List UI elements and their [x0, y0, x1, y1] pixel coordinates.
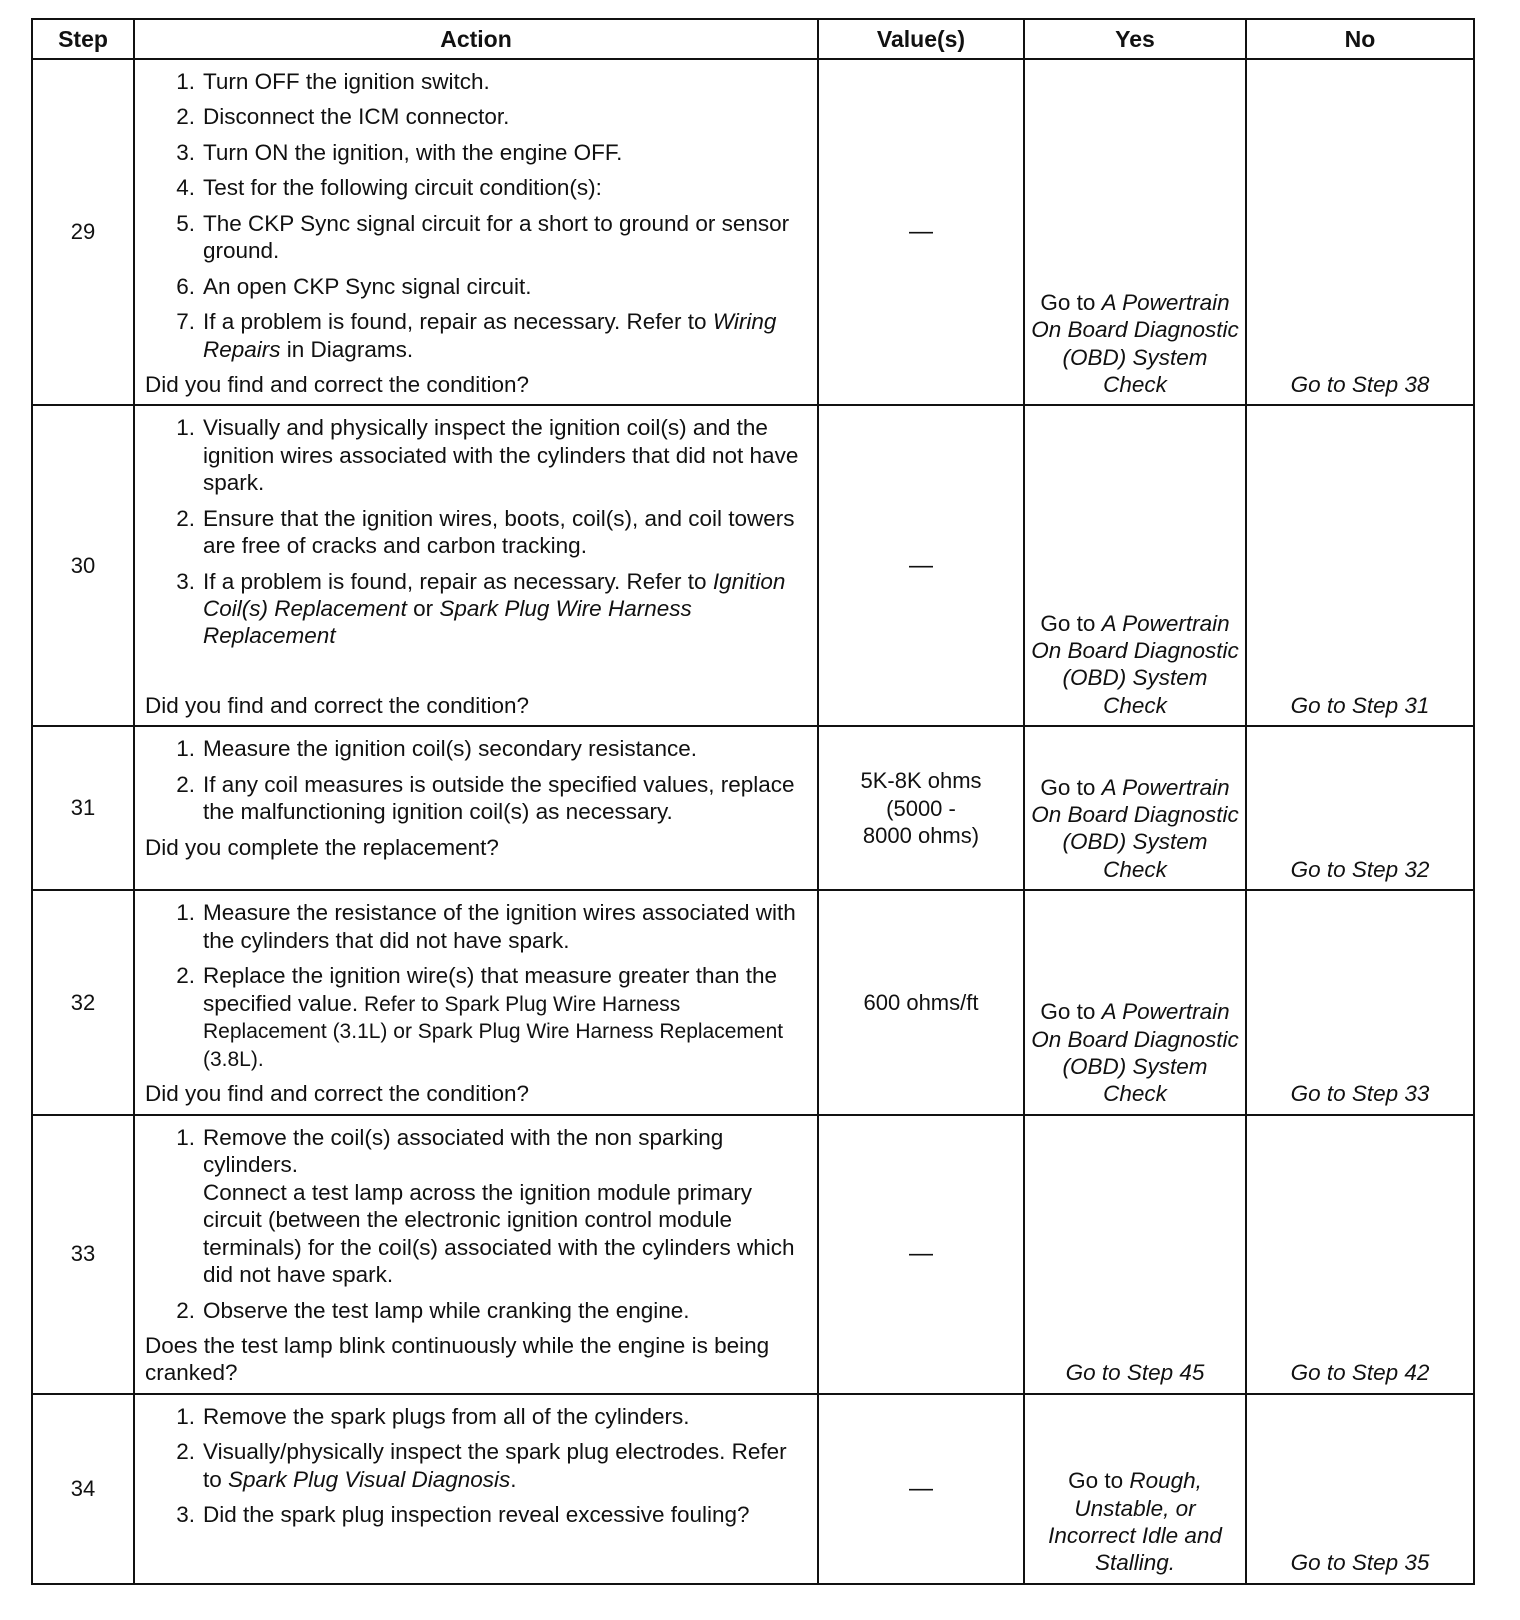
yes-link[interactable]: A Powertrain On Board Diagnostic (OBD) System Check	[1031, 774, 1239, 882]
action-step: 2 . Ensure that the ignition wires, boots, coil(s), and coil towers are free of cracks and carbon tracking.	[145, 505, 809, 560]
header-step: Step	[32, 19, 134, 59]
value-cell: —	[818, 405, 1024, 726]
header-row	[32, 19, 1474, 59]
question-text: Did you find and correct the condition?	[145, 692, 529, 718]
yes-cell: Go to A Powertrain On Board Diagnostic (OBD) System Check	[1024, 726, 1246, 890]
action-step: 2 . Visually/physically inspect the spark plug electrodes. Refer to Spark Plug Visual Diagnosis.	[145, 1438, 809, 1493]
step-number: 32	[32, 890, 134, 1115]
no-link[interactable]: Go to Step 31	[1290, 692, 1430, 718]
no-link[interactable]: Go to Step 35	[1290, 1550, 1430, 1576]
reference-link[interactable]: Ignition Coil(s) Replacement	[203, 568, 786, 621]
action-step: 2 . If any coil measures is outside the specified values, replace the malfunctioning ignition coil(s) as necessary.	[145, 771, 809, 826]
no-link[interactable]: Go to Step 33	[1290, 1081, 1430, 1107]
yes-cell: Go to A Powertrain On Board Diagnostic (OBD) System Check	[1024, 59, 1246, 405]
header-values: Value(s)	[818, 19, 1024, 59]
value-cell: —	[818, 1115, 1024, 1394]
action-step: 3 . Turn ON the ignition, with the engine OFF.	[145, 139, 809, 166]
yes-cell: Go to A Powertrain On Board Diagnostic (OBD) System Check	[1024, 405, 1246, 726]
no-cell	[1246, 726, 1474, 890]
reference-link[interactable]: Spark Plug Visual Diagnosis	[228, 1466, 511, 1492]
question-text: Did you find and correct the condition?	[145, 371, 529, 397]
no-link[interactable]: Go to Step 38	[1290, 371, 1430, 397]
action-step: 5 . The CKP Sync signal circuit for a short to ground or sensor ground.	[145, 210, 809, 265]
no-cell	[1246, 405, 1474, 726]
table-row	[32, 890, 1474, 1115]
yes-cell: Go to A Powertrain On Board Diagnostic (OBD) System Check	[1024, 890, 1246, 1115]
reference-link[interactable]: Wiring Repairs	[203, 309, 777, 362]
step-number: 31	[32, 726, 134, 890]
header-no: No	[1246, 19, 1474, 59]
table-row	[32, 1394, 1474, 1584]
yes-cell	[1024, 1115, 1246, 1394]
no-cell	[1246, 890, 1474, 1115]
question-text: Does the test lamp blink continuously while the engine is being cranked?	[145, 1332, 770, 1386]
question-text: Did you find and correct the condition?	[145, 1081, 529, 1107]
action-step: 2 . Replace the ignition wire(s) that measure greater than the specified value. Refer to Spark Plug Wire Harness Replacement (3.1L) or Spark Plug Wire Harness Replacement (3.8L).	[145, 962, 809, 1072]
action-cell	[134, 890, 818, 1115]
header-yes: Yes	[1024, 19, 1246, 59]
question-text: Did you complete the replacement?	[145, 834, 499, 860]
action-cell	[134, 1115, 818, 1394]
value-cell: 5K-8K ohms (5000 - 8000 ohms)	[818, 726, 1024, 890]
action-step: 3 . Did the spark plug inspection reveal excessive fouling?	[145, 1501, 809, 1528]
action-step: 1 . Measure the resistance of the ignition wires associated with the cylinders that did not have spark.	[145, 899, 809, 954]
action-step: 2 . Observe the test lamp while cranking the engine.	[145, 1297, 809, 1324]
header-action: Action	[134, 19, 818, 59]
value-cell: 600 ohms/ft	[818, 890, 1024, 1115]
action-cell	[134, 405, 818, 726]
step-number: 33	[32, 1115, 134, 1394]
table-row	[32, 59, 1474, 405]
no-link[interactable]: Go to Step 32	[1290, 856, 1430, 882]
action-step: 3 . If a problem is found, repair as necessary. Refer to Ignition Coil(s) Replacement or Spark Plug Wire Harness Replacement	[145, 568, 809, 650]
no-cell	[1246, 59, 1474, 405]
table-row	[32, 405, 1474, 726]
yes-link[interactable]: A Powertrain On Board Diagnostic (OBD) System Check	[1031, 610, 1239, 718]
action-step: 2 . Disconnect the ICM connector.	[145, 103, 809, 130]
action-step: 7 . If a problem is found, repair as necessary. Refer to Wiring Repairs in Diagrams.	[145, 308, 809, 363]
reference-link[interactable]: Spark Plug Wire Harness Replacement	[203, 596, 692, 649]
no-cell	[1246, 1394, 1474, 1584]
action-cell	[134, 1394, 818, 1584]
step-number: 30	[32, 405, 134, 726]
table-row	[32, 726, 1474, 890]
action-step: 1 . Remove the spark plugs from all of the cylinders.	[145, 1403, 809, 1430]
diagnostic-table	[31, 18, 1475, 1585]
yes-link[interactable]: A Powertrain On Board Diagnostic (OBD) System Check	[1031, 289, 1239, 397]
value-cell: —	[818, 1394, 1024, 1584]
action-step: 1 . Measure the ignition coil(s) secondary resistance.	[145, 735, 809, 762]
no-link[interactable]: Go to Step 42	[1290, 1360, 1430, 1386]
value-cell: —	[818, 59, 1024, 405]
yes-link[interactable]: Rough, Unstable, or Incorrect Idle and Stalling.	[1048, 1468, 1222, 1576]
action-step: 4 . Test for the following circuit condition(s):	[145, 174, 809, 201]
step-number: 29	[32, 59, 134, 405]
yes-link[interactable]: Go to Step 45	[1065, 1360, 1205, 1386]
yes-cell: Go to Rough, Unstable, or Incorrect Idle and Stalling.	[1024, 1394, 1246, 1584]
action-cell	[134, 59, 818, 405]
yes-link[interactable]: A Powertrain On Board Diagnostic (OBD) System Check	[1031, 999, 1239, 1107]
step-number: 34	[32, 1394, 134, 1584]
action-step: 6 . An open CKP Sync signal circuit.	[145, 273, 809, 300]
action-step: 1 . Turn OFF the ignition switch.	[145, 68, 809, 95]
action-step: 1 . Remove the coil(s) associated with the non sparking cylinders. Connect a test lamp across the ignition module primary circuit (between the electronic ignition control module terminals) for the coil(s) associated with the cylinders which did not have spark.	[145, 1124, 809, 1289]
table-row	[32, 1115, 1474, 1394]
action-step: 1 . Visually and physically inspect the ignition coil(s) and the ignition wires associated with the cylinders that did not have spark.	[145, 414, 809, 496]
no-cell	[1246, 1115, 1474, 1394]
action-cell	[134, 726, 818, 890]
